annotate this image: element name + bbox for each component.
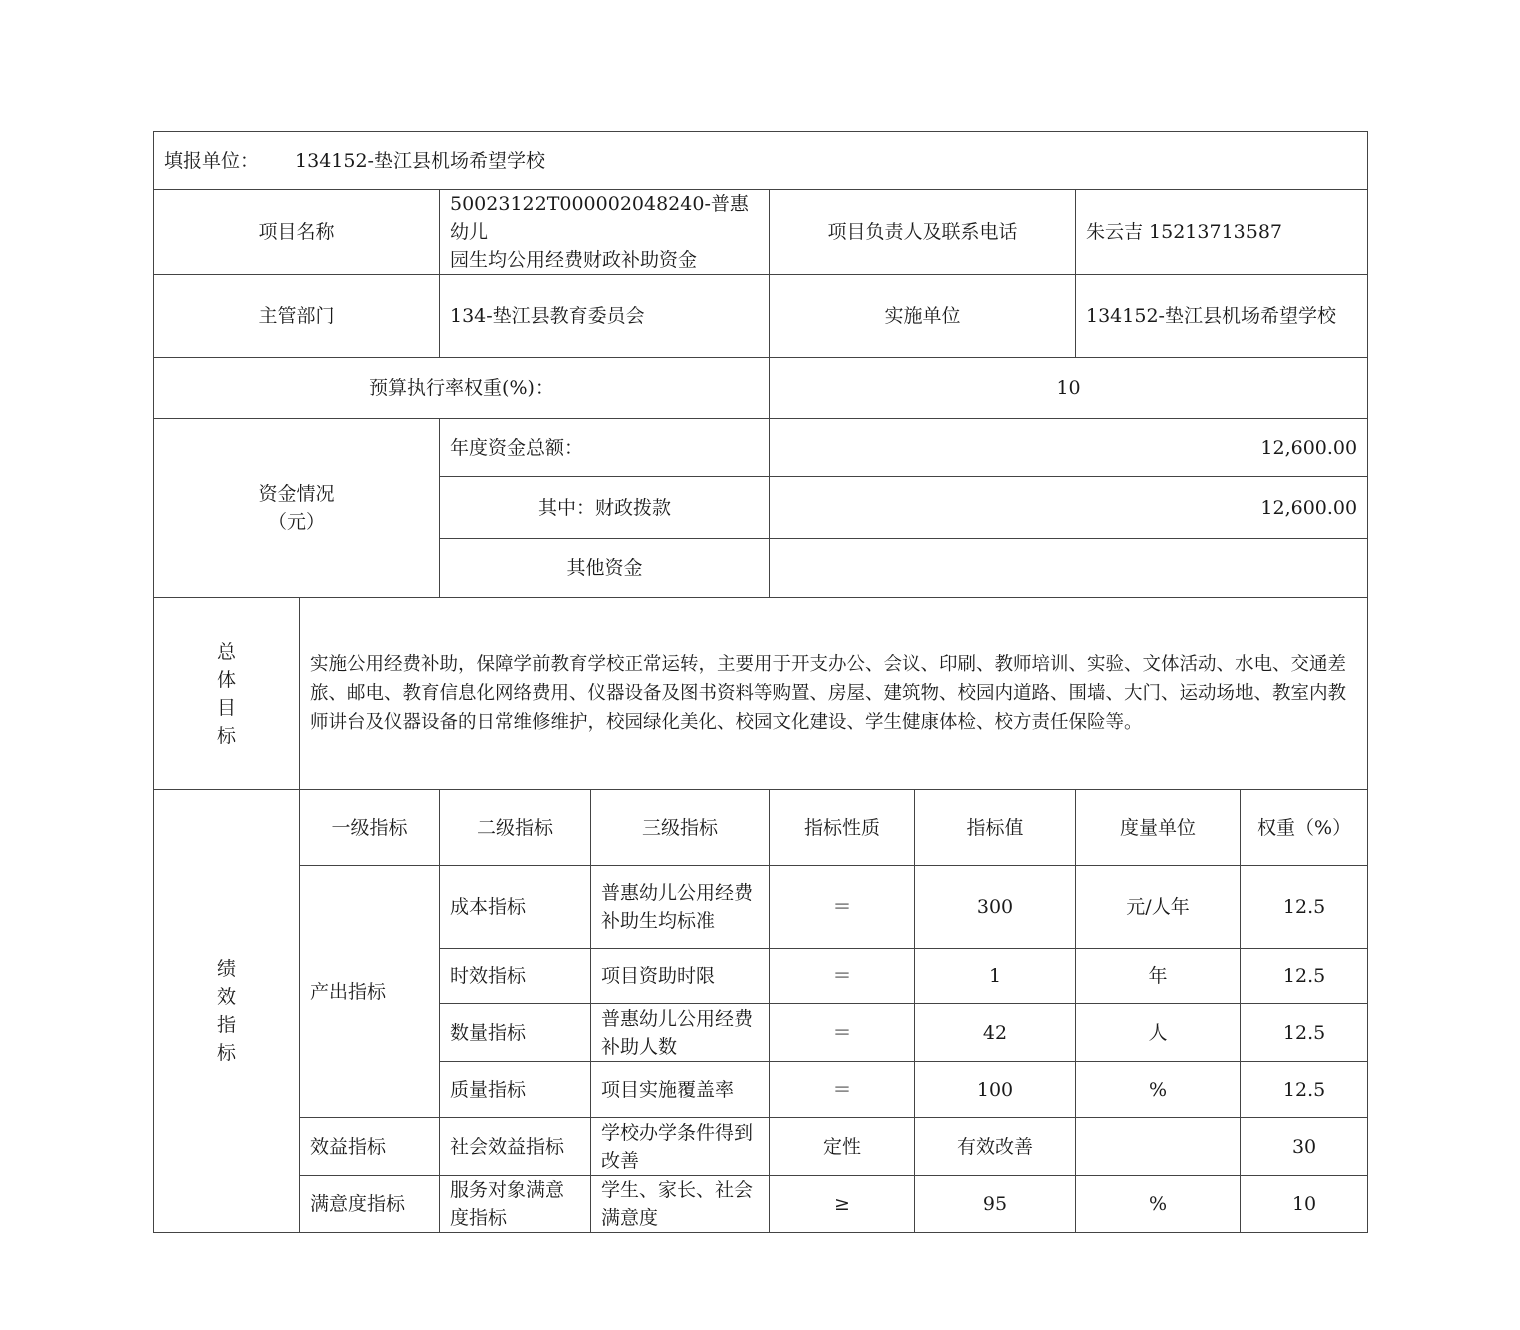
col-header-weight: 权重（%）: [1241, 790, 1368, 866]
indicator-label: [154, 790, 300, 1233]
level3-line: 满意度: [601, 1207, 659, 1229]
weight-cell: 30: [1241, 1118, 1368, 1176]
weight-cell: 12.5: [1241, 1062, 1368, 1118]
goal-label-char: 标: [216, 724, 236, 747]
unit-cell: %: [1076, 1062, 1241, 1118]
level2-cell: 成本指标: [440, 866, 591, 949]
level3-cell: 项目实施覆盖率: [591, 1062, 770, 1118]
value-cell: 300: [915, 866, 1076, 949]
level3-line: 学生、家长、社会: [601, 1179, 754, 1201]
funds-label-line-1: 资金情况: [258, 483, 335, 505]
funds-label: [154, 419, 440, 598]
table-row: [154, 1118, 1368, 1176]
level3-cell: [591, 1118, 770, 1176]
level2-cell: [440, 1176, 591, 1233]
report-unit-value: 134152-垫江县机场希望学校: [295, 149, 545, 172]
weight-cell: 12.5: [1241, 1004, 1368, 1062]
satisfaction-indicator-label: 满意度指标: [300, 1176, 440, 1233]
level3-line: 普惠幼儿公用经费: [601, 882, 754, 904]
project-name-line-1: 50023122T000002048240-普惠幼儿: [450, 193, 749, 243]
col-header-level3: 三级指标: [591, 790, 770, 866]
level2-cell: 质量指标: [440, 1062, 591, 1118]
level2-cell: 社会效益指标: [440, 1118, 591, 1176]
performance-target-table: [153, 131, 1368, 1233]
overall-goal-label: [154, 598, 300, 790]
level3-cell: [591, 1176, 770, 1233]
unit-cell: 人: [1076, 1004, 1241, 1062]
table-row: [154, 1176, 1368, 1233]
overall-goal-row: [154, 598, 1368, 790]
header-row: [154, 132, 1368, 190]
indicator-label-char: 指: [216, 1014, 236, 1036]
funds-other-label: 其他资金: [440, 539, 770, 598]
value-cell: 95: [915, 1176, 1076, 1233]
level2-cell: 时效指标: [440, 949, 591, 1004]
report-unit-cell: [154, 132, 1368, 190]
funds-fiscal-label: 其中：财政拨款: [440, 477, 770, 539]
value-cell: 有效改善: [915, 1118, 1076, 1176]
report-unit-label: 填报单位：: [164, 149, 260, 172]
level3-line: 普惠幼儿公用经费: [601, 1007, 754, 1030]
indicator-header-row: [154, 790, 1368, 866]
budget-weight-label: 预算执行率权重(%)：: [154, 358, 770, 419]
value-cell: 100: [915, 1062, 1076, 1118]
level3-cell: 项目资助时限: [591, 949, 770, 1004]
benefit-indicator-label: 效益指标: [300, 1118, 440, 1176]
level3-line: 改善: [601, 1149, 640, 1172]
col-header-nature: 指标性质: [770, 790, 915, 866]
level3-cell: [591, 866, 770, 949]
unit-cell: 年: [1076, 949, 1241, 1004]
contact-label: 项目负责人及联系电话: [770, 190, 1076, 275]
col-header-value: 指标值: [915, 790, 1076, 866]
funds-total-row: [154, 419, 1368, 477]
col-header-unit: 度量单位: [1076, 790, 1241, 866]
funds-total-label: 年度资金总额：: [440, 419, 770, 477]
funds-label-line-2: （元）: [267, 511, 325, 533]
funds-other-value: [770, 539, 1368, 598]
level3-line: 补助人数: [601, 1035, 678, 1058]
goal-label-char: 目: [216, 696, 236, 719]
funds-total-value: 12,600.00: [770, 419, 1368, 477]
col-header-level1: 一级指标: [300, 790, 440, 866]
value-cell: 1: [915, 949, 1076, 1004]
level2-line: 服务对象满意: [450, 1179, 565, 1201]
nature-cell: ＝: [770, 1004, 915, 1062]
table-row: [154, 866, 1368, 949]
project-name-value: [440, 190, 770, 275]
impl-value: 134152-垫江县机场希望学校: [1076, 275, 1368, 358]
output-indicator-label: 产出指标: [300, 866, 440, 1118]
nature-cell: ＝: [770, 1062, 915, 1118]
impl-label: 实施单位: [770, 275, 1076, 358]
weight-cell: 12.5: [1241, 949, 1368, 1004]
level3-cell: [591, 1004, 770, 1062]
unit-cell: %: [1076, 1176, 1241, 1233]
nature-cell: 定性: [770, 1118, 915, 1176]
value-cell: 42: [915, 1004, 1076, 1062]
project-name-line-2: 园生均公用经费财政补助资金: [450, 249, 698, 271]
weight-cell: 10: [1241, 1176, 1368, 1233]
indicator-label-char: 绩: [216, 958, 236, 980]
unit-cell: 元/人年: [1076, 866, 1241, 949]
funds-fiscal-value: 12,600.00: [770, 477, 1368, 539]
project-name-row: [154, 190, 1368, 275]
goal-label-char: 体: [216, 668, 236, 691]
goal-label-char: 总: [216, 640, 236, 663]
unit-cell: [1076, 1118, 1241, 1176]
budget-weight-value: 10: [770, 358, 1368, 419]
department-row: [154, 275, 1368, 358]
dept-value: 134-垫江县教育委员会: [440, 275, 770, 358]
indicator-label-char: 标: [216, 1042, 236, 1064]
contact-value: 朱云吉 15213713587: [1076, 190, 1368, 275]
level3-line: 补助生均标准: [601, 910, 716, 932]
indicator-label-char: 效: [216, 986, 236, 1008]
budget-weight-row: [154, 358, 1368, 419]
overall-goal-text: 实施公用经费补助，保障学前教育学校正常运转，主要用于开支办公、会议、印刷、教师培训、实验、文体活动、水电、交通差旅、邮电、教育信息化网络费用、仪器设备及图书资料等购置、房屋、建筑物、校园内道路、围墙、大门、运动场地、教室内教师讲台及仪器设备的日常维修维护，校园绿化美化、校园文化建设、学生健康体检、校方责任保险等。: [300, 598, 1368, 790]
nature-cell: ＝: [770, 949, 915, 1004]
nature-cell: ＝: [770, 866, 915, 949]
project-name-label: 项目名称: [154, 190, 440, 275]
level3-line: 学校办学条件得到: [601, 1121, 754, 1144]
weight-cell: 12.5: [1241, 866, 1368, 949]
dept-label: 主管部门: [154, 275, 440, 358]
nature-cell: ≥: [770, 1176, 915, 1233]
level2-cell: 数量指标: [440, 1004, 591, 1062]
level2-line: 度指标: [450, 1207, 508, 1229]
col-header-level2: 二级指标: [440, 790, 591, 866]
